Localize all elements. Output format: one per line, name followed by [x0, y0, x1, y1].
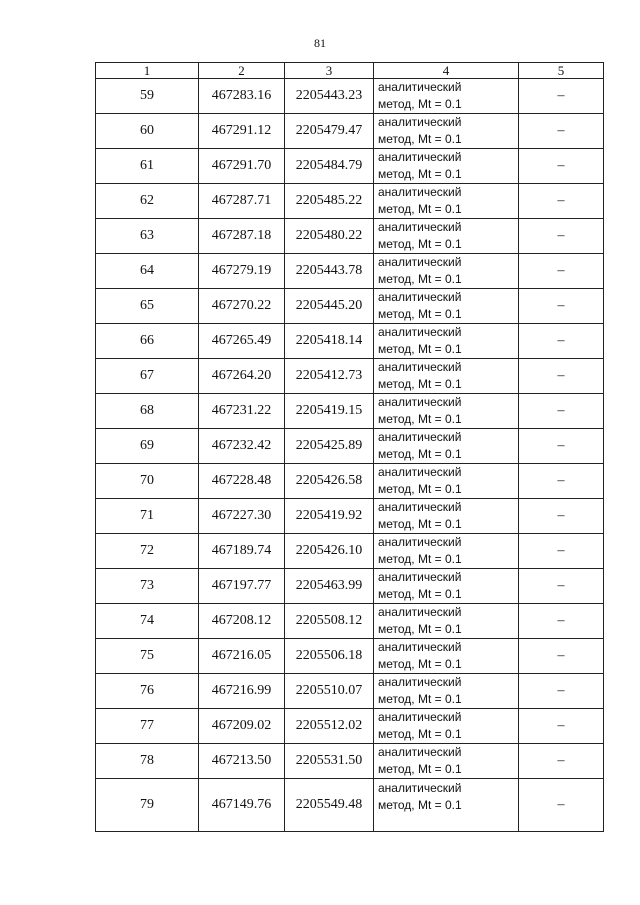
note-cell: – — [519, 464, 604, 499]
table-row — [96, 79, 604, 114]
note-cell: – — [519, 254, 604, 289]
point-number-cell: 62 — [96, 184, 199, 219]
method-cell — [374, 429, 519, 464]
table-row — [96, 429, 604, 464]
method-line-1: аналитический — [378, 500, 462, 514]
y-coordinate-cell: 2205485.22 — [285, 184, 374, 219]
table-row — [96, 254, 604, 289]
method-line-1: аналитический — [378, 570, 462, 584]
x-coordinate-cell: 467287.18 — [199, 219, 285, 254]
method-cell — [374, 79, 519, 114]
point-number-cell: 65 — [96, 289, 199, 324]
method-cell — [374, 569, 519, 604]
method-line-1: аналитический — [378, 465, 462, 479]
point-number-cell: 76 — [96, 674, 199, 709]
y-coordinate-cell: 2205443.78 — [285, 254, 374, 289]
method-line-2: метод, Mt = 0.1 — [378, 762, 462, 776]
x-coordinate-cell: 467216.05 — [199, 639, 285, 674]
x-coordinate-cell: 467287.71 — [199, 184, 285, 219]
note-cell: – — [519, 394, 604, 429]
y-coordinate-cell: 2205412.73 — [285, 359, 374, 394]
method-cell — [374, 499, 519, 534]
method-cell — [374, 324, 519, 359]
y-coordinate-cell: 2205480.22 — [285, 219, 374, 254]
x-coordinate-cell: 467149.76 — [199, 779, 285, 832]
x-coordinate-cell: 467283.16 — [199, 79, 285, 114]
y-coordinate-cell: 2205484.79 — [285, 149, 374, 184]
method-cell — [374, 464, 519, 499]
x-coordinate-cell: 467197.77 — [199, 569, 285, 604]
method-line-1: аналитический — [378, 115, 462, 129]
note-cell: – — [519, 569, 604, 604]
point-number-cell: 72 — [96, 534, 199, 569]
y-coordinate-cell: 2205419.15 — [285, 394, 374, 429]
method-line-1: аналитический — [378, 605, 462, 619]
method-line-2: метод, Mt = 0.1 — [378, 727, 462, 741]
method-line-2: метод, Mt = 0.1 — [378, 517, 462, 531]
method-line-1: аналитический — [378, 325, 462, 339]
note-cell: – — [519, 219, 604, 254]
y-coordinate-cell: 2205426.10 — [285, 534, 374, 569]
method-cell — [374, 639, 519, 674]
method-cell — [374, 359, 519, 394]
point-number-cell: 61 — [96, 149, 199, 184]
note-cell: – — [519, 79, 604, 114]
y-coordinate-cell: 2205426.58 — [285, 464, 374, 499]
x-coordinate-cell: 467232.42 — [199, 429, 285, 464]
method-line-1: аналитический — [378, 290, 462, 304]
method-line-2: метод, Mt = 0.1 — [378, 307, 462, 321]
y-coordinate-cell: 2205510.07 — [285, 674, 374, 709]
point-number-cell: 71 — [96, 499, 199, 534]
method-line-1: аналитический — [378, 675, 462, 689]
x-coordinate-cell: 467264.20 — [199, 359, 285, 394]
method-line-2: метод, Mt = 0.1 — [378, 587, 462, 601]
table-row — [96, 359, 604, 394]
y-coordinate-cell: 2205425.89 — [285, 429, 374, 464]
note-cell: – — [519, 604, 604, 639]
x-coordinate-cell: 467209.02 — [199, 709, 285, 744]
method-line-1: аналитический — [378, 220, 462, 234]
x-coordinate-cell: 467291.70 — [199, 149, 285, 184]
method-cell — [374, 744, 519, 779]
point-number-cell: 59 — [96, 79, 199, 114]
table-header-row — [96, 63, 604, 79]
method-cell — [374, 184, 519, 219]
x-coordinate-cell: 467231.22 — [199, 394, 285, 429]
method-line-1: аналитический — [378, 255, 462, 269]
x-coordinate-cell: 467213.50 — [199, 744, 285, 779]
table-row — [96, 394, 604, 429]
method-line-2: метод, Mt = 0.1 — [378, 97, 462, 111]
table-row — [96, 114, 604, 149]
note-cell: – — [519, 114, 604, 149]
note-cell: – — [519, 324, 604, 359]
note-cell: – — [519, 184, 604, 219]
method-line-2: метод, Mt = 0.1 — [378, 132, 462, 146]
coordinates-table — [95, 62, 604, 832]
table-row — [96, 604, 604, 639]
x-coordinate-cell: 467228.48 — [199, 464, 285, 499]
header-col-2: 2 — [199, 63, 285, 79]
x-coordinate-cell: 467279.19 — [199, 254, 285, 289]
x-coordinate-cell: 467270.22 — [199, 289, 285, 324]
method-line-1: аналитический — [378, 640, 462, 654]
x-coordinate-cell: 467227.30 — [199, 499, 285, 534]
note-cell: – — [519, 429, 604, 464]
method-line-2: метод, Mt = 0.1 — [378, 202, 462, 216]
note-cell: – — [519, 289, 604, 324]
method-cell — [374, 149, 519, 184]
note-cell: – — [519, 779, 604, 832]
method-line-2: метод, Mt = 0.1 — [378, 798, 462, 812]
y-coordinate-cell: 2205508.12 — [285, 604, 374, 639]
method-line-2: метод, Mt = 0.1 — [378, 237, 462, 251]
point-number-cell: 79 — [96, 779, 199, 832]
point-number-cell: 77 — [96, 709, 199, 744]
method-cell — [374, 604, 519, 639]
header-col-3: 3 — [285, 63, 374, 79]
method-line-1: аналитический — [378, 360, 462, 374]
table-row — [96, 744, 604, 779]
method-cell — [374, 394, 519, 429]
method-line-2: метод, Mt = 0.1 — [378, 342, 462, 356]
note-cell: – — [519, 149, 604, 184]
method-line-1: аналитический — [378, 185, 462, 199]
method-line-1: аналитический — [378, 430, 462, 444]
note-cell: – — [519, 499, 604, 534]
method-cell — [374, 779, 519, 832]
point-number-cell: 70 — [96, 464, 199, 499]
x-coordinate-cell: 467265.49 — [199, 324, 285, 359]
table-row — [96, 149, 604, 184]
y-coordinate-cell: 2205549.48 — [285, 779, 374, 832]
point-number-cell: 63 — [96, 219, 199, 254]
y-coordinate-cell: 2205512.02 — [285, 709, 374, 744]
table-row — [96, 674, 604, 709]
table-row — [96, 534, 604, 569]
method-cell — [374, 219, 519, 254]
table-row — [96, 464, 604, 499]
note-cell: – — [519, 709, 604, 744]
x-coordinate-cell: 467291.12 — [199, 114, 285, 149]
y-coordinate-cell: 2205531.50 — [285, 744, 374, 779]
method-line-2: метод, Mt = 0.1 — [378, 167, 462, 181]
note-cell: – — [519, 674, 604, 709]
method-line-2: метод, Mt = 0.1 — [378, 552, 462, 566]
point-number-cell: 78 — [96, 744, 199, 779]
method-line-1: аналитический — [378, 710, 462, 724]
note-cell: – — [519, 534, 604, 569]
page-number: 81 — [314, 36, 326, 50]
table-row — [96, 779, 604, 832]
y-coordinate-cell: 2205463.99 — [285, 569, 374, 604]
method-line-2: метод, Mt = 0.1 — [378, 412, 462, 426]
note-cell: – — [519, 359, 604, 394]
method-cell — [374, 709, 519, 744]
method-line-2: метод, Mt = 0.1 — [378, 272, 462, 286]
note-cell: – — [519, 744, 604, 779]
point-number-cell: 68 — [96, 394, 199, 429]
point-number-cell: 74 — [96, 604, 199, 639]
method-cell — [374, 289, 519, 324]
point-number-cell: 69 — [96, 429, 199, 464]
header-col-4: 4 — [374, 63, 519, 79]
table-row — [96, 324, 604, 359]
method-line-1: аналитический — [378, 80, 462, 94]
table-row — [96, 639, 604, 674]
y-coordinate-cell: 2205479.47 — [285, 114, 374, 149]
y-coordinate-cell: 2205445.20 — [285, 289, 374, 324]
method-line-1: аналитический — [378, 150, 462, 164]
method-line-1: аналитический — [378, 745, 462, 759]
y-coordinate-cell: 2205443.23 — [285, 79, 374, 114]
table-row — [96, 569, 604, 604]
table-row — [96, 289, 604, 324]
y-coordinate-cell: 2205419.92 — [285, 499, 374, 534]
table-row — [96, 499, 604, 534]
table-row — [96, 709, 604, 744]
method-line-2: метод, Mt = 0.1 — [378, 622, 462, 636]
header-col-1: 1 — [96, 63, 199, 79]
point-number-cell: 60 — [96, 114, 199, 149]
y-coordinate-cell: 2205418.14 — [285, 324, 374, 359]
point-number-cell: 66 — [96, 324, 199, 359]
point-number-cell: 64 — [96, 254, 199, 289]
x-coordinate-cell: 467189.74 — [199, 534, 285, 569]
method-cell — [374, 674, 519, 709]
method-cell — [374, 534, 519, 569]
method-cell — [374, 254, 519, 289]
method-line-2: метод, Mt = 0.1 — [378, 482, 462, 496]
x-coordinate-cell: 467208.12 — [199, 604, 285, 639]
header-col-5: 5 — [519, 63, 604, 79]
table-body — [96, 79, 604, 832]
method-line-2: метод, Mt = 0.1 — [378, 692, 462, 706]
method-cell — [374, 114, 519, 149]
x-coordinate-cell: 467216.99 — [199, 674, 285, 709]
method-line-1: аналитический — [378, 781, 462, 795]
y-coordinate-cell: 2205506.18 — [285, 639, 374, 674]
method-line-1: аналитический — [378, 395, 462, 409]
point-number-cell: 73 — [96, 569, 199, 604]
table-row — [96, 184, 604, 219]
method-line-2: метод, Mt = 0.1 — [378, 377, 462, 391]
point-number-cell: 67 — [96, 359, 199, 394]
point-number-cell: 75 — [96, 639, 199, 674]
table-row — [96, 219, 604, 254]
method-line-2: метод, Mt = 0.1 — [378, 447, 462, 461]
method-line-1: аналитический — [378, 535, 462, 549]
note-cell: – — [519, 639, 604, 674]
method-line-2: метод, Mt = 0.1 — [378, 657, 462, 671]
